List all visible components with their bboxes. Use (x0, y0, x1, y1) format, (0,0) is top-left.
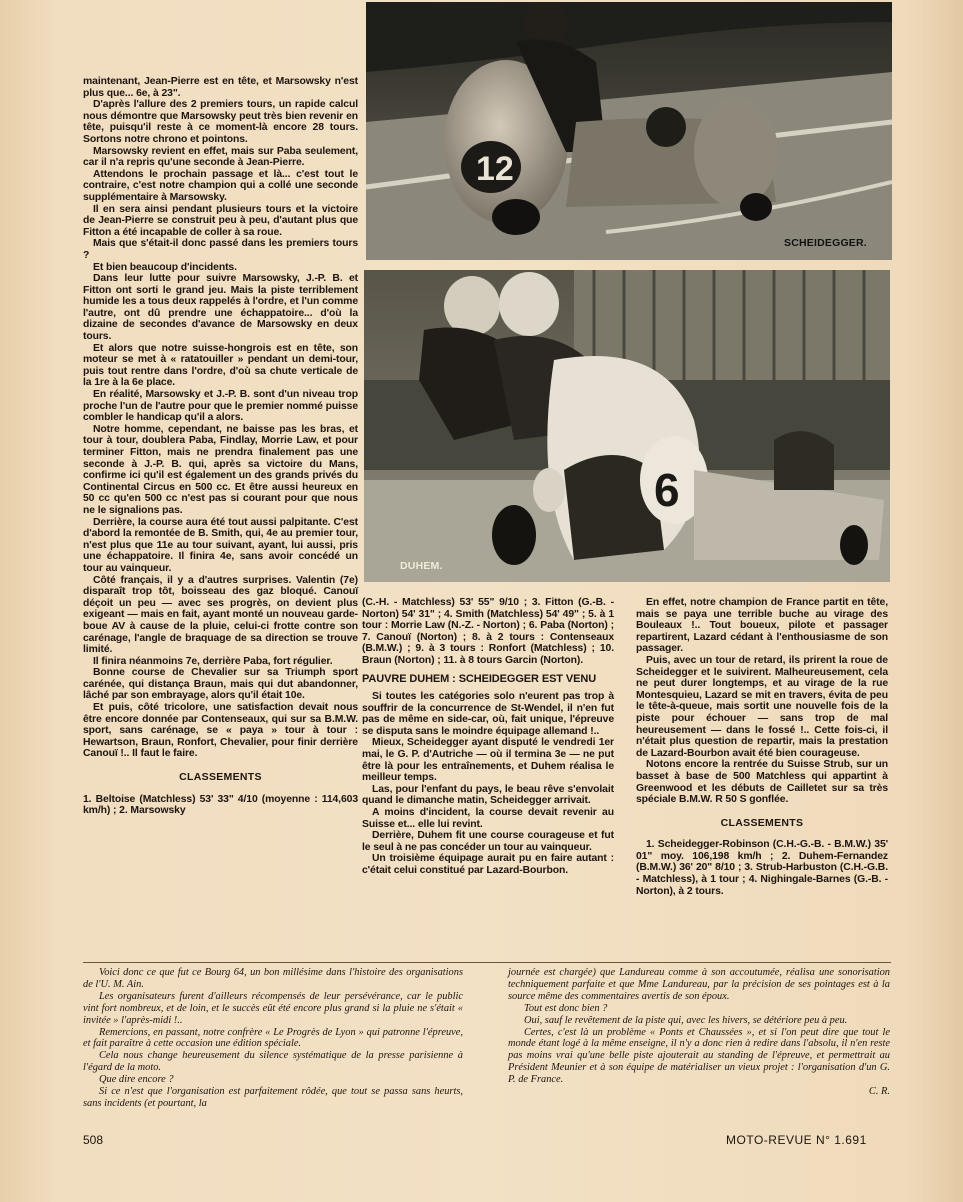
middle-paragraph-3: Las, pour l'enfant du pays, le beau rêve s'envolait quand le dimanche matin, Scheidegger arrivait. (362, 783, 614, 807)
left-column (83, 76, 358, 961)
left-classements-text: 1. Beltoise (Matchless) 53' 33" 4/10 (moyenne : 114,603 km/h) ; 2. Marsowsky (83, 793, 358, 817)
duhem-caption: DUHEM. (400, 560, 443, 572)
closing-right-paragraph-4: Certes, c'est là un problème « Ponts et Chaussées », et si l'on peut dire que tout le monde étant logé à la même enseigne, il n'y a donc rien à redire dans l'absolu, il n'en reste pas moins vrai qu'une belle piste ajouterait au standing de l'épreuve, et permettrait au Président Meunier et à son équipe de matérialiser un vieux projet : l'organisation d'un G. P. de France. (508, 1026, 890, 1086)
left-classements-heading: CLASSEMENTS (179, 771, 262, 784)
closing-left-paragraph-2: Les organisateurs furent d'ailleurs récompensés de leur persévérance, car le public vint fort nombreux, et de loin, et le succès eût été encore plus grand si la pluie ne s'était « invitée » l'après-midi !.. (83, 990, 463, 1026)
left-paragraph-3: Marsowsky revient en effet, mais sur Paba seulement, car il n'a repris qu'une seconde à Jean-Pierre. (83, 145, 358, 169)
scheidegger-sidecar-image (366, 2, 892, 260)
page-number: 508 (83, 1133, 104, 1147)
right-classements-heading: CLASSEMENTS (720, 816, 804, 829)
left-paragraph-14: Il finira néanmoins 7e, derrière Paba, fort régulier. (93, 655, 333, 667)
left-paragraph-1: maintenant, Jean-Pierre est en tête, et Marsowsky n'est plus que... 6e, à 23". (83, 76, 358, 99)
middle-paragraph-4: A moins d'incident, la course devait revenir au Suisse et... elle lui revint. (362, 807, 614, 830)
top-race-number: 12 (476, 150, 514, 188)
closing-right-paragraph-3: Oui, sauf le revêtement de la piste qui, avec les hivers, se détériore peu à peu. (524, 1014, 848, 1026)
left-paragraph-13: Côté français, il y a d'autres surprises. Valentin (7e) disparaît trop tôt, boisseau des gaz bloqué. Canouï déçoit un peu — avec ses progrès, on devient plus exigeant — mais en fait, ayant monté un nouveau garde-boue AV à cause de la pluie, celui-ci frotte contre son carénage, l'angle de braquage de sa direction se trouve limité. (83, 574, 358, 656)
left-paragraph-12: Derrière, la course aura été tout aussi palpitante. C'est d'abord la remontée de B. Smith, qui, 4e au premier tour, n'est plus que 11e au tour suivant, ayant, lui aussi, pris une échappatoire. Il finira 4e, sans avoir concédé un tour au vainqueur. (83, 516, 358, 574)
scheidegger-photo (366, 2, 892, 260)
section-divider (83, 962, 891, 963)
right-paragraph-1: En effet, notre champion de France partit en tête, mais se paya une terrible buche au virage des Bouleaux !.. Tout boueux, pilote et passager repartirent, Lazard cédant à l'enthousiasme de son passager. (636, 597, 888, 655)
closing-left-paragraph-6: Si ce n'est que l'organisation est parfaitement rôdée, que tout se passa sans heurts, sans incidents (et pourtant, la (83, 1086, 463, 1109)
left-paragraph-11: Notre homme, cependant, ne baisse pas les bras, et tour à tour, doublera Paba, Findlay, Morrie Law, et pour terminer Fitton, mais ne prendra finalement pas une seconde à J.-P. B. qui, après sa victoire du Mans, confirme ici qu'il est également un des grands privés du Continental Circus en 500 cc. Et être aussi heureux en 50 cc qu'en 500 cc n'est pas si courant pour que nous ne le signalions pas. (83, 423, 358, 516)
right-paragraph-2: Puis, avec un tour de retard, ils prirent la roue de Scheidegger et le suivirent. Malheureusement, cela ne peut durer longtemps, et au virage de la rue Montesquieu, Lazard se mit en travers, évita de peu le tête-à-queue, mais sortit une nouvelle fois de la piste pour échouer — sans trop de mal heureusement — dans le fossé !.. Cette fois-ci, il n'était plus question de repartir, mais la prestation de Lazard-Bourbon avait été bien courageuse. (636, 654, 888, 759)
middle-paragraph-1: Si toutes les catégories solo n'eurent pas trop à souffrir de la concurrence de St-Wendel, il n'en fut pas de même en side-car, où, fait unique, l'épreuve se disputa sans le moindre équipage allemand !.. (362, 691, 614, 737)
middle-results-continued: (C.-H. - Matchless) 53' 55" 9/10 ; 3. Fitton (G.-B. - Norton) 54' 31" ; 4. Smith (Matchless) 54' 49" ; 5. à 1 tour : Morrie Law (N.-Z. - Norton) ; 6. Paba (Norton) ; 7. Canouï (Norton) ; 8. à 2 tours : Contenseaux (B.M.W.) ; 9. à 3 tours : Ronfort (Matchless) ; 10. Braun (Norton) ; 11. à 8 tours Garcin (Norton). (362, 597, 614, 666)
left-paragraph-7: Et bien beaucoup d'incidents. (93, 261, 237, 273)
scheidegger-caption: SCHEIDEGGER. (784, 237, 867, 249)
bottom-race-number: 6 (654, 464, 680, 516)
middle-section-heading: PAUVRE DUHEM : SCHEIDEGGER EST VENU (362, 672, 597, 685)
closing-left-paragraph-4: Cela nous change heureusement du silence systématique de la presse parisienne à l'égard de la moto. (83, 1050, 463, 1074)
left-paragraph-4: Attendons le prochain passage et là... c'est tout le contraire, c'est notre champion qui a collé une seconde supplémentaire à Marsowsky. (83, 168, 358, 203)
closing-right-paragraph-1: journée est chargée) que Landureau comme à son accoutumée, réalisa une sonorisation techniquement parfaite et que Mme Landureau, par la précision de ses pointages est à la source même des commentaires avertis de son époux. (508, 967, 890, 1002)
duhem-photo (364, 270, 890, 582)
left-paragraph-2: D'après l'allure des 2 premiers tours, un rapide calcul nous démontre que Marsowsky peut très bien revenir en tête, puisqu'il reste à ce moment-là encore 28 tours. Sortons notre chrono et pointons. (83, 99, 358, 145)
left-paragraph-15: Bonne course de Chevalier sur sa Triumph sport carénée, qui distança Braun, mais qui dut abandonner, lâché par son embrayage, alors qu'il était 10e. (83, 667, 358, 702)
left-paragraph-5: Il en sera ainsi pendant plusieurs tours et la victoire de Jean-Pierre se construit peu à peu, d'autant plus que Fitton a été incapable de coller à sa roue. (83, 203, 358, 238)
closing-left-paragraph-3: Remercions, en passant, notre confrère « Le Progrès de Lyon » qui patronne l'épreuve, et fait paraître à cette occasion une édition spéciale. (83, 1026, 463, 1050)
middle-paragraph-5: Derrière, Duhem fit une course courageuse et fut le seul à ne pas concéder un tour au vainqueur. (362, 830, 614, 853)
left-paragraph-9: Et alors que notre suisse-hongrois est en tête, son moteur se met à « ratatouiller » pendant un demi-tour, puis tout rentre dans l'ordre, d'où sa chute verticale de la 1re à la 6e place. (83, 342, 358, 389)
middle-paragraph-6: Un troisième équipage aurait pu en faire autant : c'était celui constitué par Lazard-Bourbon. (362, 853, 614, 876)
middle-paragraph-2: Mieux, Scheidegger ayant disputé le vendredi 1er mai, le G. P. d'Autriche — où il termina 3e — ne put être là pour les entraînements, et Duhem réalisa le meilleur temps. (362, 737, 614, 784)
left-paragraph-10: En réalité, Marsowsky et J.-P. B. sont d'un niveau trop proche l'un de l'autre pour que le premier nommé puisse combler le handicap qu'il a alors. (83, 389, 358, 424)
right-column (636, 597, 888, 957)
right-classements-text: 1. Scheidegger-Robinson (C.H.-G.-B. - B.M.W.) 35' 01" moy. 106,198 km/h ; 2. Duhem-Fernandez (B.M.W.) 36' 20" 8/10 ; 3. Strub-Harbuston (C.H.-G.B. - Matchless), à 1 tour ; 4. Nighingale-Barnes (G.-B. - Norton), à 2 tours. (636, 839, 888, 897)
closing-right-column (508, 967, 890, 1117)
left-paragraph-16: Et puis, côté tricolore, une satisfaction devait nous être encore donnée par Contenseaux, qui sur sa B.M.W. sport, sans carénage, se « paya » tour à tour : Hewartson, Braun, Ronfort, Chevalier, pour finir derrière Canouï !.. Il faut le faire. (83, 702, 358, 760)
author-signature: C. R. (868, 1086, 890, 1098)
middle-column (362, 597, 614, 957)
duhem-sidecar-image (364, 270, 890, 582)
left-paragraph-8: Dans leur lutte pour suivre Marsowsky, J.-P. B. et Fitton ont sorti le grand jeu. Mais la piste terriblement humide les a tous deux rappelés à l'ordre, et l'un comme l'autre, ont dû prendre une échappatoire... d'où la dizaine de secondes d'avance de Marsowsky en deux tours. (83, 273, 358, 343)
closing-left-column (83, 967, 463, 1117)
closing-right-paragraph-2: Tout est donc bien ? (524, 1002, 608, 1014)
closing-left-paragraph-5: Que dire encore ? (99, 1074, 174, 1086)
closing-left-paragraph-1: Voici donc ce que fut ce Bourg 64, un bon millésime dans l'histoire des organisations de l'U. M. Ain. (83, 967, 463, 990)
right-paragraph-3: Notons encore la rentrée du Suisse Strub, sur un basset à base de 500 Matchless qui appartint à Greenwood et les débuts de Cailletet sur sa très spéciale B.M.W. R 50 S gonflée. (636, 759, 888, 806)
left-paragraph-6: Mais que s'était-il donc passé dans les premiers tours ? (83, 238, 358, 261)
magazine-issue: MOTO-REVUE N° 1.691 (726, 1133, 867, 1147)
